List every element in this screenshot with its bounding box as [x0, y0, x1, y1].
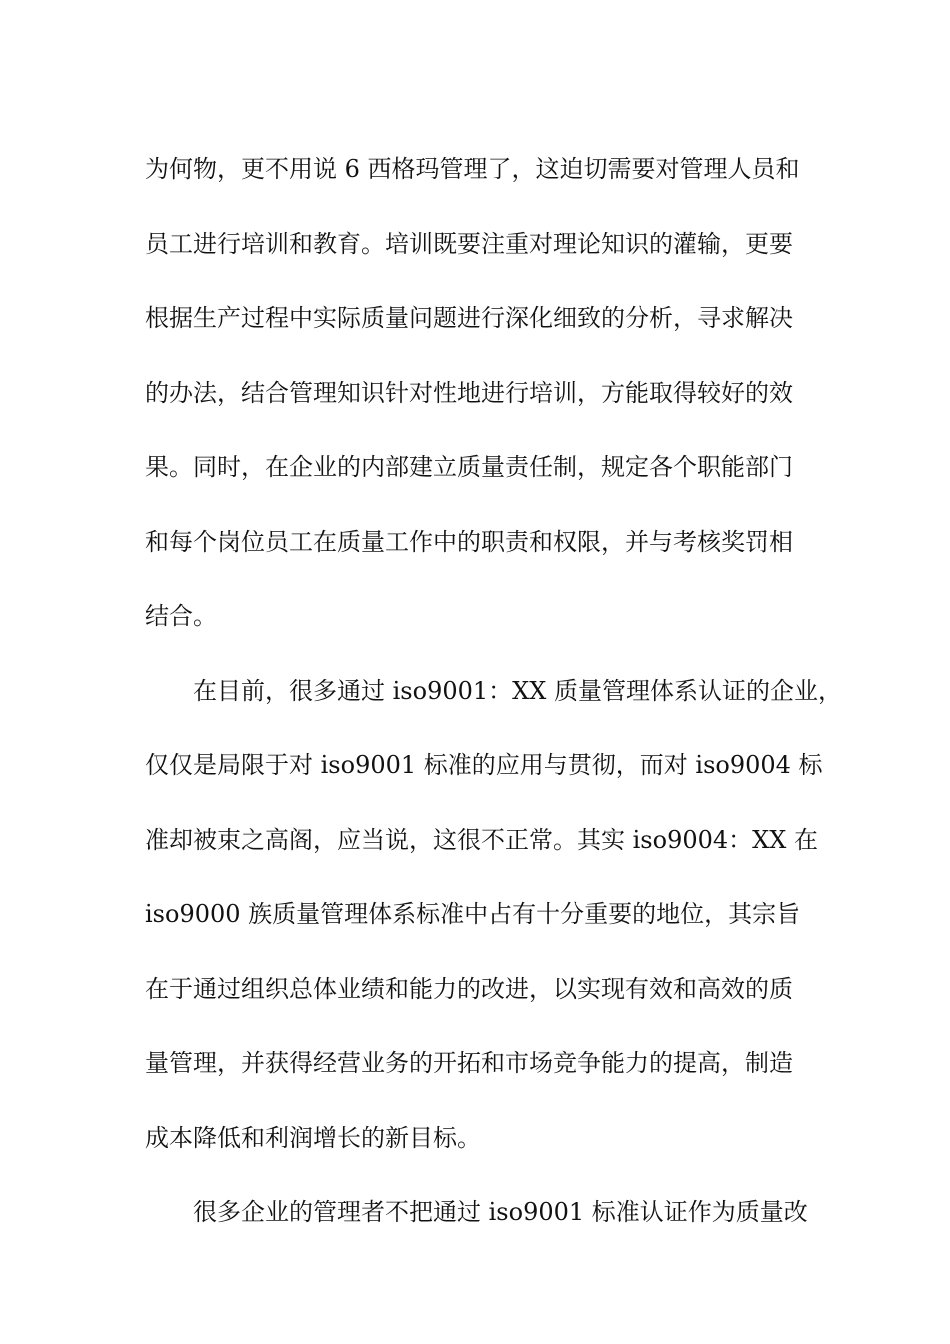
text-line: 仅仅是局限于对 iso9001 标准的应用与贯彻，而对 iso9004 标: [145, 751, 823, 779]
text-line: 成本降低和利润增长的新目标。: [145, 1123, 481, 1152]
text-line: 果。同时，在企业的内部建立质量责任制，规定各个职能部门: [145, 453, 793, 481]
text-line: 在于通过组织总体业绩和能力的改进，以实现有效和高效的质: [145, 974, 793, 1003]
text-line: 结合。: [145, 602, 217, 630]
text-line: 量管理，并获得经营业务的开拓和市场竞争能力的提高，制造: [145, 1049, 793, 1077]
paragraph-start-line: 很多企业的管理者不把通过 iso9001 标准认证作为质量改: [193, 1198, 808, 1226]
text-line: 和每个岗位员工在质量工作中的职责和权限，并与考核奖罚相: [145, 527, 793, 556]
text-line: 根据生产过程中实际质量问题进行深化细致的分析，寻求解决: [145, 304, 793, 332]
text-line: 的办法，结合管理知识针对性地进行培训，方能取得较好的效: [145, 378, 793, 407]
text-line: 准却被束之高阁，应当说，这很不正常。其实 iso9004：XX 在: [145, 825, 818, 854]
document-body: [145, 132, 842, 1250]
text-line: iso9000 族质量管理体系标准中占有十分重要的地位，其宗旨: [145, 900, 801, 928]
text-line: 员工进行培训和教育。培训既要注重对理论知识的灌输，更要: [145, 229, 793, 258]
paragraph-start-line: 在目前，很多通过 iso9001：XX 质量管理体系认证的企业，: [193, 676, 842, 705]
text-line: 为何物，更不用说 6 西格玛管理了，这迫切需要对管理人员和: [145, 155, 800, 183]
